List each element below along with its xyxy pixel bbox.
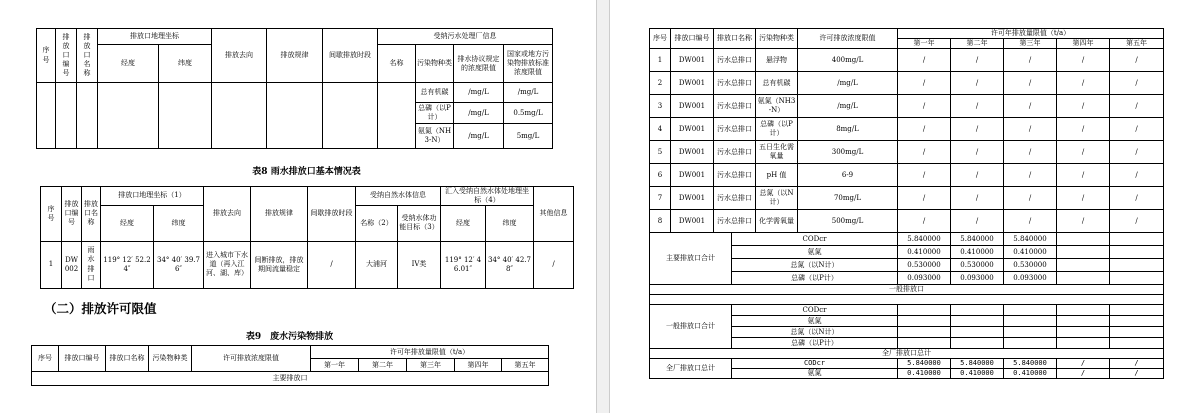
cell-agreement: /mg/L <box>454 83 504 103</box>
cell-year2: 0.530000 <box>951 259 1004 272</box>
cell-conc-limit: 400mg/L <box>798 49 898 72</box>
cell-agreement: /mg/L <box>454 103 504 124</box>
cell-standard: 5mg/L <box>504 124 553 149</box>
cell-year1 <box>898 316 951 327</box>
cell-pollutant: 总磷（以P计） <box>732 338 898 349</box>
header-join-latitude: 纬度 <box>486 205 534 241</box>
cell-longitude: 119° 12′ 52.24″ <box>101 241 154 288</box>
cell-year3: 0.530000 <box>1004 259 1057 272</box>
cell-year2: 0.093000 <box>951 272 1004 285</box>
cell-pollutant: 总氮（以N计） <box>732 327 898 338</box>
header-year4: 第四年 <box>455 359 502 372</box>
cell-year1: / <box>898 141 951 164</box>
cell-year2: / <box>951 164 1004 187</box>
cell-year2: 0.410000 <box>951 246 1004 259</box>
cell-year3: / <box>1004 95 1057 118</box>
cell-year5: / <box>1110 369 1164 379</box>
cell-year5 <box>1110 246 1164 259</box>
cell-conc-limit: 300mg/L <box>798 141 898 164</box>
cell-empty <box>98 83 159 149</box>
cell-year1 <box>898 327 951 338</box>
cell-year4 <box>1057 233 1110 246</box>
cell-year4 <box>1057 327 1110 338</box>
cell-year5 <box>1110 259 1164 272</box>
header-seq: 序号 <box>32 346 59 372</box>
cell-year3: / <box>1004 72 1057 95</box>
cell-year5 <box>1110 316 1164 327</box>
cell-year2: 5.840000 <box>951 233 1004 246</box>
header-other-info: 其他信息 <box>534 187 574 242</box>
cell-year5 <box>1110 233 1164 246</box>
cell-conc-limit: 6-9 <box>798 164 898 187</box>
cell-empty <box>56 83 77 149</box>
header-year3: 第三年 <box>407 359 455 372</box>
header-plant-name: 名称 <box>378 45 416 83</box>
cell-year4 <box>1057 272 1110 285</box>
cell-pattern: 间断排放，排放期间流量稳定 <box>251 241 308 288</box>
header-seq: 序号 <box>37 29 56 83</box>
cell-year3: / <box>1004 118 1057 141</box>
page-gap-divider <box>596 0 610 413</box>
cell-direction: 进入城市下水道（再入江河、湖、库） <box>204 241 251 288</box>
cell-year1: / <box>898 118 951 141</box>
cell-year4 <box>1057 316 1110 327</box>
cell-empty <box>212 83 267 149</box>
header-conc-limit: 许可排放浓度限值 <box>798 29 898 49</box>
header-water-info: 受纳自然水体信息 <box>356 187 441 206</box>
sewage-outlet-table <box>36 28 553 149</box>
cell-seq: 8 <box>650 210 671 233</box>
header-outlet-name: 排放口名称 <box>77 29 98 83</box>
summary-row <box>650 359 1164 369</box>
cell-outlet-no: DW001 <box>671 72 714 95</box>
cell-year2: / <box>951 49 1004 72</box>
cell-year3 <box>1004 327 1057 338</box>
cell-year2: / <box>951 141 1004 164</box>
cell-year4: / <box>1057 187 1110 210</box>
cell-year3: / <box>1004 49 1057 72</box>
table8-title: 表8 雨水排放口基本情况表 <box>252 167 361 177</box>
cell-empty <box>77 83 98 149</box>
cell-year3: 5.840000 <box>1004 359 1057 369</box>
cell-year1: / <box>898 72 951 95</box>
cell-year4 <box>1057 338 1110 349</box>
table9-title: 表9 废水污染物排放 <box>245 332 334 342</box>
cell-pollutant: CODcr <box>732 359 898 369</box>
cell-outlet-no: DW002 <box>62 241 82 288</box>
header-year5: 第五年 <box>502 359 549 372</box>
header-join-longitude: 经度 <box>441 205 486 241</box>
cell-pollutant: 总磷（以P计） <box>732 272 898 285</box>
cell-seq: 1 <box>650 49 671 72</box>
cell-join-longitude: 119° 12′ 46.01″ <box>441 241 486 288</box>
cell-year4 <box>1057 246 1110 259</box>
cell-outlet-name: 污水总排口 <box>714 118 756 141</box>
cell-outlet-name: 污水总排口 <box>714 187 756 210</box>
cell-outlet-no: DW001 <box>671 210 714 233</box>
table-row <box>650 118 1164 141</box>
section-heading: （二）排放许可限值 <box>44 301 157 316</box>
cell-year5 <box>1110 305 1164 316</box>
cell-year3 <box>1004 338 1057 349</box>
cell-pollutant: 氨氮（NH3-N） <box>756 95 798 118</box>
header-seq: 序号 <box>41 187 62 242</box>
cell-seq: 1 <box>41 241 62 288</box>
table-row <box>650 187 1164 210</box>
cell-year2 <box>951 327 1004 338</box>
header-geo-coords: 排放口地理坐标 <box>98 29 212 45</box>
header-latitude: 纬度 <box>159 45 212 83</box>
cell-seq: 2 <box>650 72 671 95</box>
header-agreement-limit: 排水协议规定的浓度限值 <box>454 45 504 83</box>
header-pattern: 排放规律 <box>251 187 308 242</box>
cell-outlet-no: DW001 <box>671 141 714 164</box>
cell-empty <box>267 83 323 149</box>
header-year2: 第二年 <box>359 359 407 372</box>
cell-outlet-no: DW001 <box>671 118 714 141</box>
cell-pollutant: 五日生化需氧量 <box>756 141 798 164</box>
table-row <box>650 72 1164 95</box>
cell-year2: / <box>951 187 1004 210</box>
cell-year3: / <box>1004 141 1057 164</box>
header-outlet-no: 排放口编号 <box>62 187 82 242</box>
header-join-geo: 汇入受纳自然水体处地理坐标（4） <box>441 187 534 206</box>
cell-year3: 0.093000 <box>1004 272 1057 285</box>
header-year5: 第五年 <box>1110 39 1164 49</box>
header-year1: 第一年 <box>311 359 359 372</box>
cell-empty <box>159 83 212 149</box>
cell-year4: / <box>1057 141 1110 164</box>
header-annual-limit: 许可年排放量限值（t/a） <box>898 29 1164 39</box>
cell-outlet-name: 污水总排口 <box>714 72 756 95</box>
cell-year5 <box>1110 338 1164 349</box>
cell-year1: / <box>898 49 951 72</box>
cell-year1 <box>898 305 951 316</box>
header-intermittent: 间歇排放时段 <box>308 187 356 242</box>
header-seq: 序号 <box>650 29 671 49</box>
cell-year1: / <box>898 164 951 187</box>
header-annual-limit: 许可年排放量限值（t/a） <box>311 346 549 359</box>
cell-year3 <box>1004 305 1057 316</box>
cell-empty <box>650 295 1164 305</box>
table-row <box>650 49 1164 72</box>
cell-year4: / <box>1057 118 1110 141</box>
cell-year4: / <box>1057 369 1110 379</box>
cell-year2: / <box>951 72 1004 95</box>
header-water-name: 名称（2） <box>356 205 398 241</box>
cell-year1: / <box>898 95 951 118</box>
cell-empty <box>323 83 378 149</box>
cell-pollutant: 氨氮 <box>732 316 898 327</box>
cell-year2: / <box>951 95 1004 118</box>
header-direction: 排放去向 <box>212 29 267 83</box>
cell-seq: 6 <box>650 164 671 187</box>
header-outlet-no: 排放口编号 <box>56 29 77 83</box>
table-row <box>650 164 1164 187</box>
cell-pollutant: 化学需氧量 <box>756 210 798 233</box>
cell-other-info: / <box>534 241 574 288</box>
wastewater-limits-table <box>31 345 549 386</box>
cell-year2 <box>951 316 1004 327</box>
cell-outlet-name: 污水总排口 <box>714 141 756 164</box>
header-outlet-name: 排放口名称 <box>714 29 756 49</box>
cell-agreement: /mg/L <box>454 124 504 149</box>
cell-pollutant: 悬浮物 <box>756 49 798 72</box>
header-pollutant-type: 污染物种类 <box>416 45 454 83</box>
cell-conc-limit: /mg/L <box>798 72 898 95</box>
main-subtotal-label: 主要排放口合计 <box>650 233 732 285</box>
cell-year3: 0.410000 <box>1004 369 1057 379</box>
cell-year4 <box>1057 305 1110 316</box>
cell-pollutant: 总氮（以N计） <box>756 187 798 210</box>
cell-year1: 0.530000 <box>898 259 951 272</box>
cell-year4 <box>1057 259 1110 272</box>
cell-year1: 0.410000 <box>898 369 951 379</box>
summary-row <box>650 233 1164 246</box>
cell-year5: / <box>1110 359 1164 369</box>
summary-row <box>650 305 1164 316</box>
cell-intermittent: / <box>308 241 356 288</box>
cell-pollutant: 氨氮 <box>732 369 898 379</box>
cell-year5: / <box>1110 72 1164 95</box>
header-outlet-no: 排放口编号 <box>59 346 106 372</box>
cell-outlet-name: 污水总排口 <box>714 164 756 187</box>
header-year2: 第二年 <box>951 39 1004 49</box>
group-main-outlet-label: 主要排放口 <box>32 372 549 386</box>
header-intermittent: 间歇排放时段 <box>323 29 378 83</box>
cell-year2: / <box>951 118 1004 141</box>
cell-empty <box>378 83 416 149</box>
header-year3: 第三年 <box>1004 39 1057 49</box>
cell-pollutant: 总磷（以P计） <box>756 118 798 141</box>
cell-year4: / <box>1057 359 1110 369</box>
header-longitude: 经度 <box>98 45 159 83</box>
header-year1: 第一年 <box>898 39 951 49</box>
cell-standard: 0.5mg/L <box>504 103 553 124</box>
cell-latitude: 34° 40′ 39.76″ <box>154 241 204 288</box>
cell-seq: 4 <box>650 118 671 141</box>
header-conc-limit: 许可排放浓度限值 <box>192 346 311 372</box>
header-outlet-no: 排放口编号 <box>671 29 714 49</box>
cell-conc-limit: /mg/L <box>798 95 898 118</box>
cell-year3 <box>1004 316 1057 327</box>
header-standard-limit: 国家或地方污染物排放标准浓度限值 <box>504 45 553 83</box>
cell-year5: / <box>1110 141 1164 164</box>
cell-year1: 5.840000 <box>898 359 951 369</box>
cell-water-name: 大浦河 <box>356 241 398 288</box>
cell-outlet-name: 污水总排口 <box>714 210 756 233</box>
cell-year5: / <box>1110 164 1164 187</box>
header-outlet-name: 排放口名称 <box>106 346 149 372</box>
cell-pollutant: 氨氮（NH3-N） <box>416 124 454 149</box>
cell-year5 <box>1110 327 1164 338</box>
document-page-left <box>0 0 596 413</box>
cell-pollutant: 总氮（以N计） <box>732 259 898 272</box>
permit-limits-table <box>649 28 1164 379</box>
cell-pollutant: pH 值 <box>756 164 798 187</box>
header-water-target: 受纳水体功能目标（3） <box>398 205 441 241</box>
cell-year5: / <box>1110 49 1164 72</box>
cell-year1: / <box>898 210 951 233</box>
cell-year3: 0.410000 <box>1004 246 1057 259</box>
cell-year4: / <box>1057 164 1110 187</box>
cell-standard: /mg/L <box>504 83 553 103</box>
document-page-right <box>610 0 1197 413</box>
cell-outlet-name: 污水总排口 <box>714 49 756 72</box>
cell-pollutant: CODcr <box>732 233 898 246</box>
cell-seq: 5 <box>650 141 671 164</box>
header-direction: 排放去向 <box>204 187 251 242</box>
cell-seq: 3 <box>650 95 671 118</box>
cell-year5 <box>1110 272 1164 285</box>
cell-year3: / <box>1004 164 1057 187</box>
cell-pollutant: 氨氮 <box>732 246 898 259</box>
cell-year5: / <box>1110 118 1164 141</box>
table-row <box>650 141 1164 164</box>
header-year4: 第四年 <box>1057 39 1110 49</box>
cell-outlet-name: 污水总排口 <box>714 95 756 118</box>
cell-join-latitude: 34° 40′ 42.78″ <box>486 241 534 288</box>
cell-year4: / <box>1057 49 1110 72</box>
header-pattern: 排放规律 <box>267 29 323 83</box>
cell-year4: / <box>1057 95 1110 118</box>
cell-pollutant: 总有机碳 <box>756 72 798 95</box>
cell-year1: 0.093000 <box>898 272 951 285</box>
cell-water-target: IV类 <box>398 241 441 288</box>
cell-year2: / <box>951 210 1004 233</box>
header-latitude: 纬度 <box>154 205 204 241</box>
cell-pollutant: 总有机碳 <box>416 83 454 103</box>
cell-year1: 5.840000 <box>898 233 951 246</box>
rainwater-outlet-table <box>40 186 574 289</box>
cell-pollutant: 总磷（以P计） <box>416 103 454 124</box>
cell-year1: / <box>898 187 951 210</box>
cell-conc-limit: 8mg/L <box>798 118 898 141</box>
cell-outlet-name: 雨水排口 <box>82 241 101 288</box>
cell-seq: 7 <box>650 187 671 210</box>
cell-year1 <box>898 338 951 349</box>
header-outlet-name: 排放口名称 <box>82 187 101 242</box>
cell-outlet-no: DW001 <box>671 49 714 72</box>
cell-year1: 0.410000 <box>898 246 951 259</box>
cell-conc-limit: 70mg/L <box>798 187 898 210</box>
table-row <box>650 95 1164 118</box>
cell-year3: / <box>1004 210 1057 233</box>
cell-outlet-no: DW001 <box>671 95 714 118</box>
cell-year5: / <box>1110 187 1164 210</box>
group-plant-total-label: 全厂排放口总计 <box>650 349 1164 359</box>
plant-total-label: 全厂排放口总计 <box>650 359 732 379</box>
cell-year4: / <box>1057 72 1110 95</box>
header-geo-coords: 排放口地理坐标（1） <box>101 187 204 206</box>
header-longitude: 经度 <box>101 205 154 241</box>
table-row <box>650 210 1164 233</box>
group-general-outlet-label: 一般排放口 <box>650 285 1164 295</box>
cell-year2: 0.410000 <box>951 369 1004 379</box>
cell-year3: / <box>1004 187 1057 210</box>
cell-year3: 5.840000 <box>1004 233 1057 246</box>
cell-year2 <box>951 305 1004 316</box>
cell-year2: 5.840000 <box>951 359 1004 369</box>
cell-pollutant: CODcr <box>732 305 898 316</box>
cell-outlet-no: DW001 <box>671 187 714 210</box>
header-pollutant-type: 污染物种类 <box>756 29 798 49</box>
cell-empty <box>37 83 56 149</box>
header-pollutant-type: 污染物种类 <box>149 346 192 372</box>
header-plant-info: 受纳污水处理厂信息 <box>378 29 553 45</box>
cell-year4: / <box>1057 210 1110 233</box>
cell-year5: / <box>1110 210 1164 233</box>
cell-conc-limit: 500mg/L <box>798 210 898 233</box>
general-subtotal-label: 一般排放口合计 <box>650 305 732 349</box>
cell-year2 <box>951 338 1004 349</box>
cell-outlet-no: DW001 <box>671 164 714 187</box>
cell-year5: / <box>1110 95 1164 118</box>
